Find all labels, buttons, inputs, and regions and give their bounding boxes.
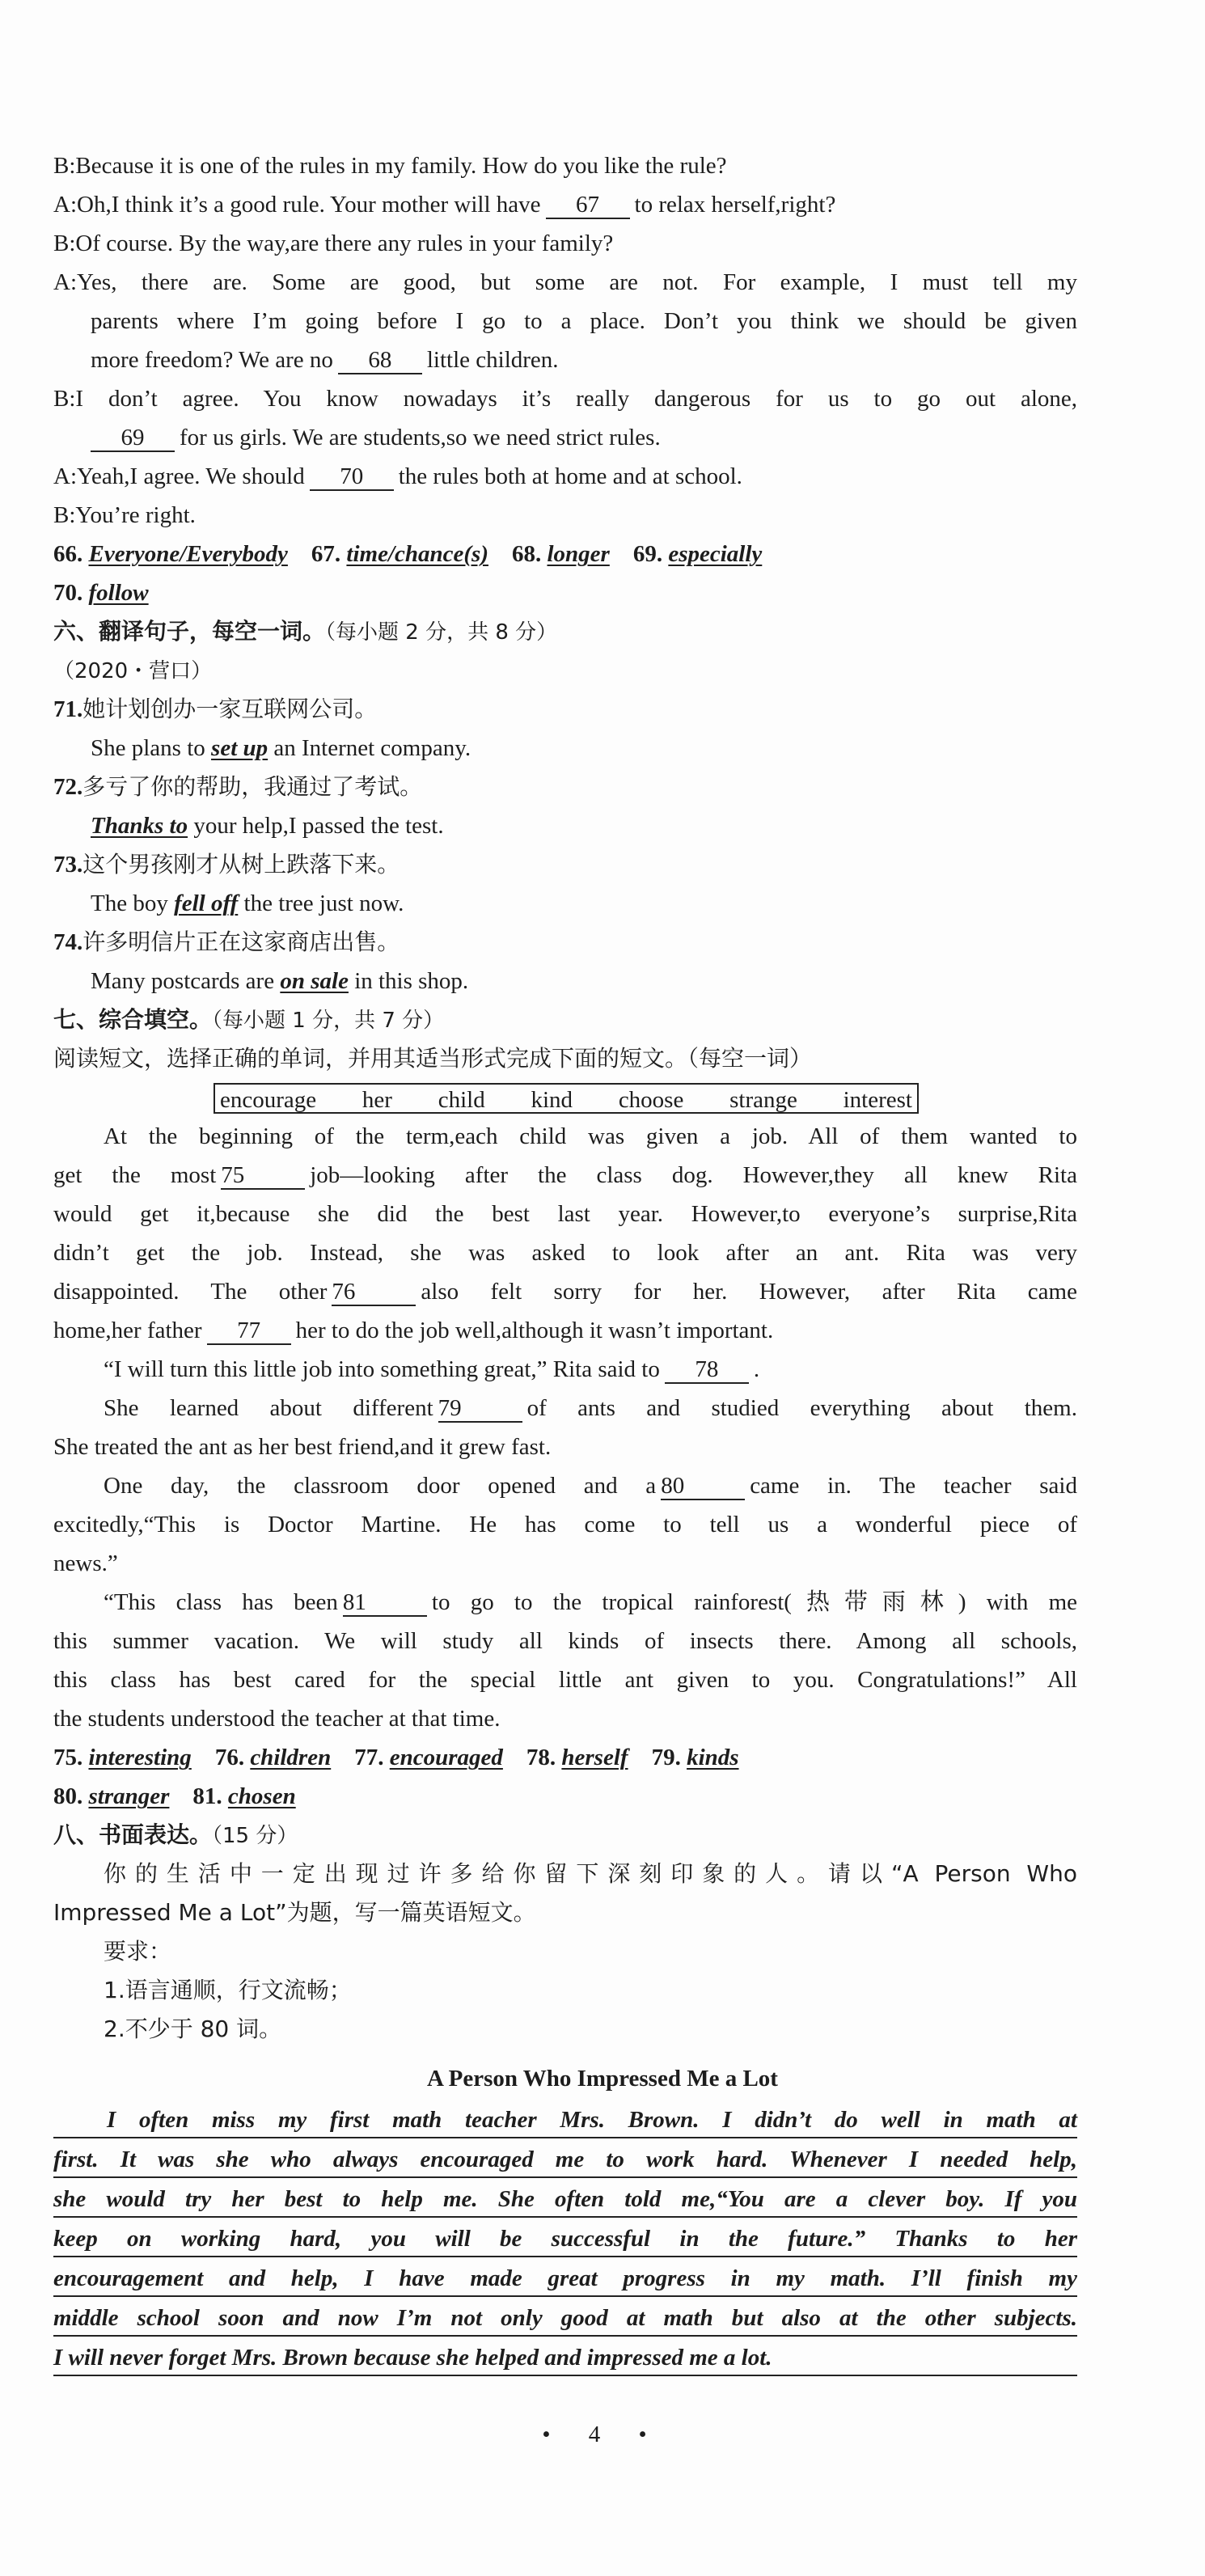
question-chinese: 许多明信片正在这家商店出售。 xyxy=(82,928,400,955)
dialogue-line-b2 xyxy=(53,227,1077,260)
section-title: 七、综合填空。 xyxy=(53,1006,213,1033)
essay-line: I will never forget Mrs. Brown because she helped and impressed me a lot. xyxy=(53,2339,1077,2376)
section-8-heading xyxy=(53,1819,1077,1852)
dialogue-line-a2-2 xyxy=(91,305,1077,337)
dialogue-text: A:Yes, there are. Some are good, but some are not. For example, I must tell my xyxy=(53,269,1077,295)
dialogue-line-b3-2 xyxy=(91,421,1077,454)
answer-number: 75. xyxy=(53,1745,83,1770)
passage-text: “This class has been xyxy=(104,1589,338,1615)
blank-81: 81 xyxy=(343,1589,427,1617)
answer-80: stranger xyxy=(88,1783,170,1809)
answer-number: 67. xyxy=(311,541,341,567)
dialogue-text: more freedom? We are no xyxy=(91,347,333,373)
page-number: • 4 • xyxy=(542,2422,663,2447)
answer-67: time/chance(s) xyxy=(346,541,488,567)
passage-line xyxy=(53,1664,1077,1696)
passage-text: to go to the tropical rainforest(热带雨林) with me xyxy=(431,1589,1077,1615)
question-chinese: 多亏了你的帮助，我通过了考试。 xyxy=(82,773,423,800)
blank-75: 75 xyxy=(221,1162,305,1190)
section-6-heading xyxy=(53,615,1077,649)
answer-72: Thanks to xyxy=(91,813,188,839)
blank-77: 77 xyxy=(207,1318,291,1345)
answer-number: 66. xyxy=(53,541,83,567)
blank-80: 80 xyxy=(661,1473,745,1500)
answer-69: especially xyxy=(668,541,763,567)
passage-line xyxy=(53,1703,1077,1735)
requirements-label: 要求： xyxy=(104,1938,172,1965)
prompt-text: 你的生活中一定出现过许多给你留下深刻印象的人。请以“A Person Who xyxy=(104,1860,1077,1887)
answer-row-70 xyxy=(53,577,1077,609)
requirement-text: 1.语言通顺，行文流畅； xyxy=(104,1977,352,2003)
word-bank-item: kind xyxy=(531,1087,573,1113)
answer-number: 76. xyxy=(214,1745,245,1770)
answer-77: encouraged xyxy=(389,1745,503,1770)
dialogue-text: A:Yeah,I agree. We should xyxy=(53,463,305,489)
dialogue-text: B:I don’t agree. You know nowadays it’s really dangerous for us to go out alone, xyxy=(53,386,1077,412)
q74-answer xyxy=(91,965,1077,997)
passage-text: her to do the job well,although it wasn’t important. xyxy=(295,1318,774,1343)
essay-line: she would try her best to help me. She often told me,“You are a clever boy. If you xyxy=(53,2181,1077,2218)
answer-row-75-79 xyxy=(53,1741,1077,1774)
passage-text: of ants and studied everything about them. xyxy=(526,1395,1077,1421)
writing-prompt-line xyxy=(53,1897,1077,1929)
passage-text: came in. The teacher said xyxy=(750,1473,1077,1499)
answer-row-80-81 xyxy=(53,1780,1077,1813)
passage-line xyxy=(53,1431,1077,1463)
passage-line xyxy=(53,1159,1077,1191)
blank-67: 67 xyxy=(546,192,630,219)
answer-number: 78. xyxy=(526,1745,556,1770)
passage-line xyxy=(104,1353,1077,1385)
source-text: （2020・营口） xyxy=(53,659,213,683)
passage-line xyxy=(53,1198,1077,1230)
question-number: 72. xyxy=(53,774,83,800)
word-bank-item: interest xyxy=(843,1087,912,1113)
blank-79: 79 xyxy=(438,1395,522,1423)
question-number: 74. xyxy=(53,929,83,955)
q71-prompt xyxy=(53,693,1077,725)
answer-73: fell off xyxy=(174,890,239,916)
dialogue-text: to relax herself,right? xyxy=(634,192,836,218)
answer-number: 77. xyxy=(354,1745,384,1770)
sentence-text: The boy xyxy=(91,890,168,916)
answer-66: Everyone/Everybody xyxy=(88,541,288,567)
answer-row-66-69 xyxy=(53,538,1077,570)
passage-line xyxy=(53,1237,1077,1269)
section-note: （15 分） xyxy=(212,1824,298,1848)
word-bank-item: her xyxy=(362,1087,392,1113)
blank-68: 68 xyxy=(338,347,422,374)
passage-text: news.” xyxy=(53,1550,118,1576)
essay-line: middle school soon and now I’m not only good at math but also at the other subjects. xyxy=(53,2299,1077,2337)
sentence-text: your help,I passed the test. xyxy=(193,813,444,839)
passage-line xyxy=(104,1586,1077,1618)
dialogue-text: B:Because it is one of the rules in my family. How do you like the rule? xyxy=(53,153,727,179)
q73-answer xyxy=(91,887,1077,920)
word-bank-item: child xyxy=(438,1087,485,1113)
blank-70: 70 xyxy=(310,463,394,491)
answer-81: chosen xyxy=(227,1783,296,1809)
dialogue-line-a2-3 xyxy=(91,344,1077,376)
blank-69: 69 xyxy=(91,425,175,452)
passage-line xyxy=(53,1625,1077,1657)
section-title: 八、书面表达。 xyxy=(53,1821,213,1848)
sentence-text: an Internet company. xyxy=(273,735,471,761)
essay-line: keep on working hard, you will be successful in the future.” Thanks to her xyxy=(53,2220,1077,2257)
section-title: 六、翻译句子，每空一词。 xyxy=(53,618,326,645)
word-bank xyxy=(214,1083,919,1114)
answer-number: 81. xyxy=(192,1783,222,1809)
q74-prompt xyxy=(53,926,1077,958)
answer-75: interesting xyxy=(88,1745,192,1770)
passage-text: this class has best cared for the special little ant given to you. Congratulations!” All xyxy=(53,1667,1077,1693)
passage-line xyxy=(53,1508,1077,1541)
dialogue-text: A:Oh,I think it’s a good rule. Your mother will have xyxy=(53,192,541,218)
sentence-text: She plans to xyxy=(91,735,205,761)
blank-76: 76 xyxy=(332,1279,416,1306)
passage-line xyxy=(104,1392,1077,1424)
passage-text: would get it,because she did the best last year. However,to everyone’s surprise,Rita xyxy=(53,1201,1077,1227)
section-7-heading xyxy=(53,1004,1077,1037)
passage-text: At the beginning of the term,each child was given a job. All of them wanted to xyxy=(104,1123,1077,1149)
q72-prompt xyxy=(53,771,1077,803)
essay-line: encouragement and help, I have made great progress in my math. I’ll finish my xyxy=(53,2260,1077,2297)
q73-prompt xyxy=(53,848,1077,881)
q72-answer xyxy=(91,810,1077,842)
answer-number: 70. xyxy=(53,580,83,606)
passage-line xyxy=(53,1314,1077,1347)
answer-number: 79. xyxy=(651,1745,681,1770)
dialogue-text: the rules both at home and at school. xyxy=(398,463,742,489)
word-bank-item: encourage xyxy=(220,1087,317,1113)
passage-line xyxy=(53,1275,1077,1308)
sentence-text: the tree just now. xyxy=(243,890,404,916)
question-chinese: 这个男孩刚才从树上跌落下来。 xyxy=(82,851,400,878)
dialogue-line-a3 xyxy=(53,460,1077,493)
passage-text: . xyxy=(753,1356,760,1382)
requirements-title xyxy=(104,1935,1077,1968)
section-note: （每小题 2 分，共 8 分） xyxy=(325,620,558,645)
requirement-text: 2.不少于 80 词。 xyxy=(104,2016,282,2042)
answer-70: follow xyxy=(88,580,149,606)
dialogue-line-b1 xyxy=(53,150,1077,182)
answer-79: kinds xyxy=(687,1745,739,1770)
writing-prompt-line xyxy=(104,1858,1077,1890)
essay-line: first. It was she who always encouraged me to work hard. Whenever I needed help, xyxy=(53,2141,1077,2178)
passage-line xyxy=(53,1547,1077,1580)
word-bank-item: choose xyxy=(618,1087,684,1113)
answer-68: longer xyxy=(547,541,610,567)
passage-text: didn’t get the job. Instead, she was asked to look after an ant. Rita was very xyxy=(53,1240,1077,1266)
question-chinese: 她计划创办一家互联网公司。 xyxy=(82,696,378,722)
prompt-text: Impressed Me a Lot”为题，写一篇英语短文。 xyxy=(53,1899,536,1926)
passage-text: also felt sorry for her. However, after Rita came xyxy=(421,1279,1077,1305)
requirement-2 xyxy=(104,2013,1077,2045)
dialogue-line-b4 xyxy=(53,499,1077,531)
dialogue-text: little children. xyxy=(426,347,559,373)
answer-number: 68. xyxy=(512,541,542,567)
sentence-text: Many postcards are xyxy=(91,968,275,994)
dialogue-line-a2-1 xyxy=(53,266,1077,298)
passage-text: the students understood the teacher at that time. xyxy=(53,1706,501,1732)
dialogue-line-a1 xyxy=(53,188,1077,221)
dialogue-text: B:Of course. By the way,are there any rules in your family? xyxy=(53,231,614,256)
section-7-instruction xyxy=(53,1043,1077,1075)
passage-text: One day, the classroom door opened and a xyxy=(104,1473,657,1499)
dialogue-text: parents where I’m going before I go to a place. Don’t you think we should be given xyxy=(91,308,1077,334)
model-essay xyxy=(53,2101,1077,2379)
answer-number: 80. xyxy=(53,1783,83,1809)
essay-line: I often miss my first math teacher Mrs. Brown. I didn’t do well in math at xyxy=(53,2101,1077,2138)
question-number: 71. xyxy=(53,696,83,722)
dialogue-line-b3-1 xyxy=(53,383,1077,415)
passage-line xyxy=(104,1470,1077,1502)
answer-74: on sale xyxy=(280,968,349,994)
passage-text: get the most xyxy=(53,1162,217,1188)
passage-text: disappointed. The other xyxy=(53,1279,328,1305)
passage-text: this summer vacation. We will study all kinds of insects there. Among all schools, xyxy=(53,1628,1077,1654)
dialogue-text: B:You’re right. xyxy=(53,502,196,528)
answer-71: set up xyxy=(211,735,268,761)
sentence-text: in this shop. xyxy=(354,968,469,994)
answer-number: 69. xyxy=(632,541,663,567)
blank-78: 78 xyxy=(665,1356,749,1384)
answer-76: children xyxy=(250,1745,332,1770)
word-bank-item: strange xyxy=(729,1087,797,1113)
answer-78: herself xyxy=(561,1745,628,1770)
section-6-source xyxy=(53,654,1077,687)
dialogue-text: for us girls. We are students,so we need strict rules. xyxy=(180,425,661,450)
requirement-1 xyxy=(104,1974,1077,2007)
passage-line xyxy=(104,1120,1077,1153)
passage-text: She learned about different xyxy=(104,1395,433,1421)
section-note: （每小题 1 分，共 7 分） xyxy=(212,1009,445,1033)
instruction-text: 阅读短文，选择正确的单词，并用其适当形式完成下面的短文。（每空一词） xyxy=(53,1045,813,1072)
passage-text: home,her father xyxy=(53,1318,202,1343)
passage-text: “I will turn this little job into something great,” Rita said to xyxy=(104,1356,660,1382)
passage-text: job—looking after the class dog. However,they all knew Rita xyxy=(310,1162,1077,1188)
question-number: 73. xyxy=(53,852,83,878)
passage-text: excitedly,“This is Doctor Martine. He has come to tell us a wonderful piece of xyxy=(53,1512,1077,1538)
passage-text: She treated the ant as her best friend,and it grew fast. xyxy=(53,1434,552,1460)
essay-title: A Person Who Impressed Me a Lot xyxy=(427,2066,778,2092)
q71-answer xyxy=(91,732,1077,764)
